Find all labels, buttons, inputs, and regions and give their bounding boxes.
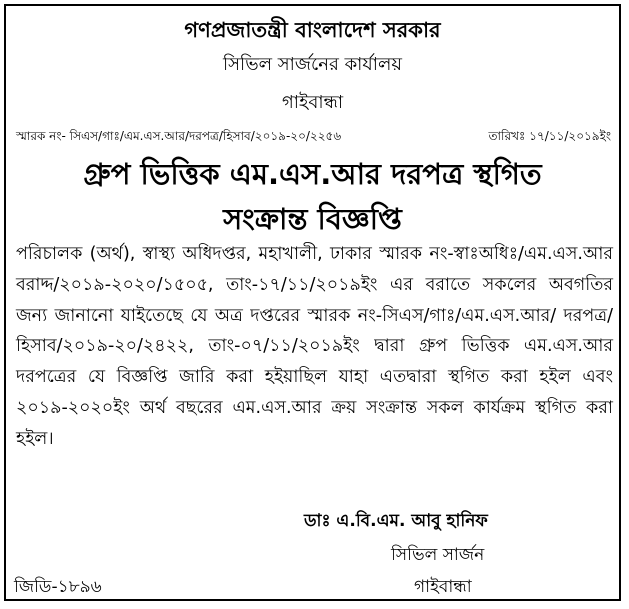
government-name: গণপ্রজাতন্ত্রী বাংলাদেশ সরকার <box>184 18 441 42</box>
notice-title-line-1: গ্রুপ ভিত্তিক এম.এস.আর দরপত্র স্থগিত <box>83 157 542 191</box>
gd-number: জিডি-১৮৯৬ <box>14 577 102 597</box>
memo-date: তারিখঃ ১৭/১১/২০১৯ইং <box>488 129 611 143</box>
office-city: গাইবান্ধা <box>281 92 344 113</box>
signatory-designation: সিভিল সার্জন <box>391 545 485 565</box>
signatory-name: ডাঃ এ.বি.এম. আবু হানিফ <box>304 511 488 531</box>
memo-number: স্মারক নং- সিএস/গাঃ/এম.এস.আর/দরপত্র/হিসাব/২০১৯-২০/২২৫৬ <box>16 129 342 143</box>
notice-title-line-2: সংক্রান্ত বিজ্ঞপ্তি <box>223 202 402 236</box>
notice-body: পরিচালক (অর্থ), স্বাস্থ্য অধিদপ্তর, মহাখালী, ঢাকার স্মারক নং-স্বাঃঅধিঃ/এম.এস.আর বরাদ্দ/২০১৯-২০২০/১৫০৫, তাং-১৭/১১/২০১৯ইং এর বরাতে সকলের অবগতির জন্য জানানো যাইতেছে যে অত্র দপ্তরের স্মারক নং-সিএস/গাঃ/এম.এস.আর/ দরপত্র/হিসাব/২০১৯-২০/২৪২২, তাং-০৭/১১/২০১৯ইং দ্বারা গ্রুপ ভিত্তিক এম.এস.আর দরপত্রের যে বিজ্ঞপ্তি জারি করা হইয়াছিল যাহা এতদ্বারা স্থগিত করা হইল এবং ২০১৯-২০২০ইং অর্থ বছরের এম.এস.আর ক্রয় সংক্রান্ত সকল কার্যক্রম স্থগিত করা হইল। <box>16 244 613 449</box>
notice-document <box>4 4 621 601</box>
office-name: সিভিল সার্জনের কার্যালয় <box>223 54 402 75</box>
signatory-city: গাইবান্ধা <box>414 577 472 597</box>
